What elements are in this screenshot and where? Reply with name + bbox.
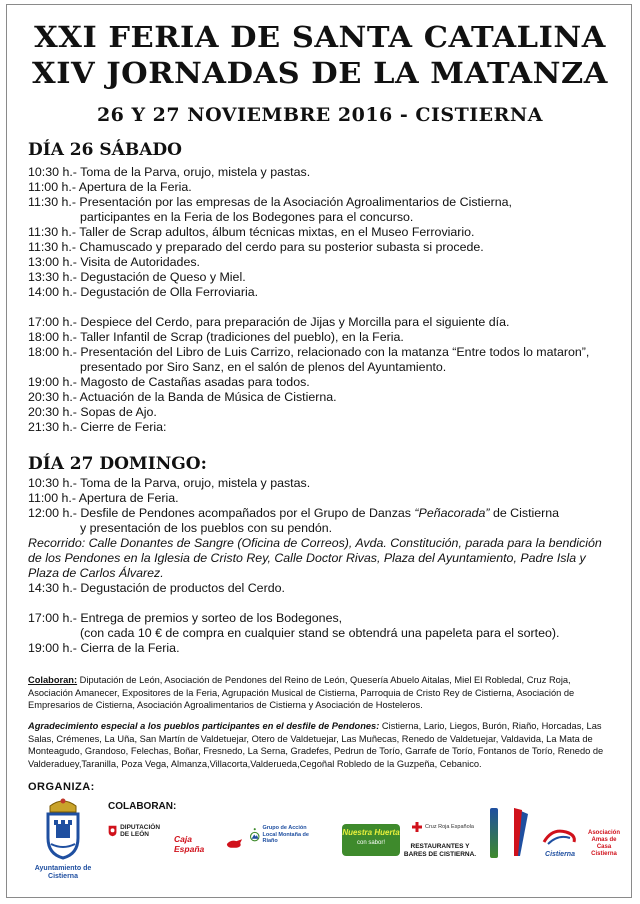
ayuntamiento-logo: Ayuntamiento de Cistierna [32, 796, 94, 881]
schedule-line: 11:30 h.- Chamuscado y preparado del cerdo para su posterior subasta si procede. [28, 240, 484, 254]
schedule-line: participantes en la Feria de los Bodegones para el concurso. [80, 210, 414, 224]
day1-schedule [28, 165, 613, 435]
schedule-line: 14:00 h.- Degustación de Olla Ferroviaria. [28, 285, 259, 299]
schedule-line: 19:00 h.- Cierra de la Feria. [28, 641, 180, 655]
caja-espana-logo: Caja España [174, 834, 244, 854]
organiza-label: ORGANIZA: [28, 781, 95, 793]
day1-heading: DÍA 26 SÁBADO [28, 140, 182, 160]
diputacion-logo: DIPUTACIÓN DE LEÓN [108, 822, 166, 840]
schedule-line: 19:00 h.- Magosto de Castañas asadas para todos. [28, 375, 310, 389]
day2-schedule [28, 476, 613, 656]
vertical-logo-a [490, 808, 498, 858]
colaboran-paragraph: Colaboran: Diputación de León, Asociación de Pendones del Reino de León, Quesería Abuelo Aitalas, Miel El Robledal, Cruz Roja, Asociación Amanecer, Expositores de la Feria, Agrupación Musical de Cistierna, Parroquia de Cristo Rey de Cistierna, Asociación de Empresarios de Cistierna, Asociación Agroalimentarios de Cistierna y Asociación de Hosteleros. [28, 675, 575, 710]
schedule-line: 20:30 h.- Sopas de Ajo. [28, 405, 157, 419]
schedule-line: 13:00 h.- Visita de Autoridades. [28, 255, 200, 269]
nuestra-huerta-logo: Nuestra Huerta con sabor! [342, 824, 400, 856]
event-dates: 26 Y 27 NOVIEMBRE 2016 - CISTIERNA [96, 104, 544, 126]
crest-icon [32, 796, 94, 860]
schedule-line: 20:30 h.- Actuación de la Banda de Música de Cistierna. [28, 390, 337, 404]
schedule-line: presentado por Siro Sanz, en el salón de plenos del Ayuntamiento. [80, 360, 447, 374]
swirl-icon [540, 826, 580, 846]
flag-icon [510, 806, 532, 858]
schedule-line: 10:30 h.- Toma de la Parva, orujo, mistela y pastas. [28, 165, 311, 179]
schedule-line: 18:00 h.- Presentación del Libro de Luis Carrizo, relacionado con la matanza “Entre todos lo mataron”, [28, 345, 590, 359]
vertical-logo-b [510, 806, 532, 858]
day2-heading: DÍA 27 DOMINGO: [28, 454, 207, 474]
title-feria: XXI FERIA DE SANTA CATALINA [34, 20, 606, 54]
schedule-line: 11:30 h.- Presentación por las empresas de la Asociación Agroalimentarios de Cistierna, [28, 195, 512, 209]
restaurantes-label: RESTAURANTES Y BARES DE CISTIERNA. [403, 843, 477, 858]
schedule-line: 13:30 h.- Degustación de Queso y Miel. [28, 270, 246, 284]
schedule-line: 12:00 h.- Desfile de Pendones acompañados por el Grupo de Danzas “Peñacorada” de Cistierna [28, 506, 560, 520]
schedule-line: 11:30 h.- Taller de Scrap adultos, álbum técnicas mixtas, en el Museo Ferroviario. [28, 225, 475, 239]
schedule-line: 18:00 h.- Taller Infantil de Scrap (tradiciones del pueblo), en la Feria. [28, 330, 404, 344]
cistierna-logo: Cistierna [538, 826, 582, 858]
mountain-circle-icon [250, 820, 260, 850]
agradecimiento-paragraph: Agradecimiento especial a los pueblos participantes en el desfile de Pendones: Cistierna, Lario, Liegos, Burón, Riaño, Horcadas, Las Salas, Crémenes, La Uña, San Martín de Valdetuejar, Otero de Valdetuejar, Las Muñecas, Renedo de Valdetuejar, Valdavida, La Mata de Monteagudo, Grandoso, Felechas, Boñar, Fresnedo, La Serna, Gradefes, Pedrun de Torío, Garrafe de Torío, Fontanos de Torío, Renedo de Valderaduey,Taranilla, Poza Vega, Almanza,Villacorta,Valderueda,Cegoñal Robledo de la Guzpeña, Cebanico. [28, 721, 604, 769]
schedule-line: 17:00 h.- Despiece del Cerdo, para preparación de Jijas y Morcilla para el siguiente día. [28, 315, 510, 329]
bull-icon [225, 838, 244, 850]
title-jornadas: XIV JORNADAS DE LA MATANZA [32, 56, 608, 90]
grupo-accion-logo: Grupo de Acción Local Montaña de Riaño [250, 820, 320, 850]
schedule-line: 21:30 h.- Cierre de Feria: [28, 420, 167, 434]
route-description: Recorrido: Calle Donantes de Sangre (Oficina de Correos), Avda. Constitución, parada para la bendición de los Pendones en la Iglesia de Cristo Rey, Calle Doctor Rivas, Plaza del Ayuntamiento, Padre Isla y Plaza de Carlos Álvarez. [28, 536, 602, 580]
schedule-line: 11:00 h.- Apertura de Feria. [28, 491, 179, 505]
red-cross-icon [412, 822, 422, 832]
lion-shield-icon [108, 822, 117, 840]
schedule-line: 14:30 h.- Degustación de productos del Cerdo. [28, 581, 285, 595]
schedule-line: y presentación de los pueblos con su pendón. [80, 521, 333, 535]
schedule-line: 11:00 h.- Apertura de la Feria. [28, 180, 192, 194]
schedule-line: 17:00 h.- Entrega de premios y sorteo de los Bodegones, [28, 611, 343, 625]
cruz-roja-logo: Cruz Roja Española [412, 822, 478, 832]
colaboran-label: COLABORAN: [108, 801, 177, 812]
schedule-line: (con cada 10 € de compra en cualquier stand se obtendrá una papeleta para el sorteo). [80, 626, 560, 640]
schedule-line: 10:30 h.- Toma de la Parva, orujo, mistela y pastas. [28, 476, 311, 490]
amas-de-casa-logo: Asociación Amas de Casa Cistierna [587, 830, 620, 857]
